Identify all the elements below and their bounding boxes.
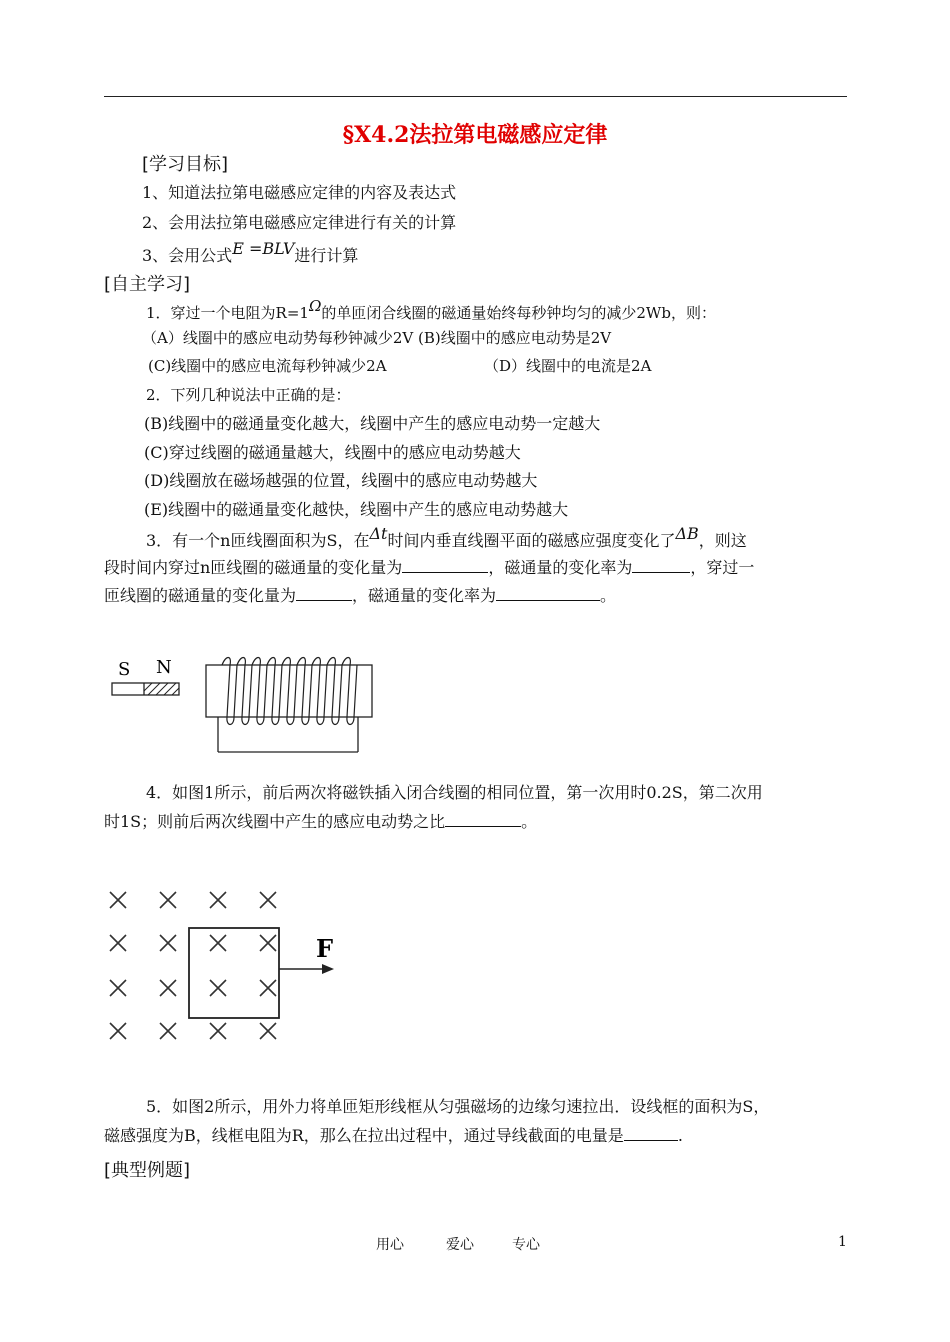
q1-stem-a: 1．穿过一个电阻为R=1 xyxy=(146,304,309,322)
q3-blank-1[interactable] xyxy=(402,558,488,573)
q1-options-ab: （A）线圈中的感应电动势每秒钟减少2V (B)线圈中的感应电动势是2V xyxy=(142,329,612,347)
q3-blank-4[interactable] xyxy=(496,586,600,601)
q2-option-e: (E)线圈中的磁通量变化越快，线圈中产生的感应电动势越大 xyxy=(144,500,569,519)
figure-1-magnet-coil xyxy=(100,645,390,760)
examples-heading: [典型例题] xyxy=(104,1160,191,1181)
page-number: 1 xyxy=(838,1234,847,1250)
q1-option-d: （D）线圈中的电流是2A xyxy=(484,357,652,375)
q1-option-c: (C)线圈中的感应电流每秒钟减少2A xyxy=(148,357,387,375)
footer-word-1: 用心 xyxy=(376,1237,404,1253)
goal-2: 2、会用法拉第电磁感应定律进行有关的计算 xyxy=(142,213,457,232)
header-rule xyxy=(104,96,847,97)
goal-3 xyxy=(142,239,359,266)
magnet-s-label: S xyxy=(118,659,131,680)
q2-option-d: (D)线圈放在磁场越强的位置，线圈中的感应电动势越大 xyxy=(144,471,538,490)
goals-heading: [学习目标] xyxy=(142,154,229,175)
omega-symbol: Ω xyxy=(308,297,322,315)
solenoid-coil xyxy=(206,658,372,753)
goal-3-suffix: 进行计算 xyxy=(294,246,359,265)
q5-blank[interactable] xyxy=(624,1126,678,1141)
q3-line-3: 匝线圈的磁通量的变化量为 ，磁通量的变化率为 。 xyxy=(104,586,617,605)
goal-1: 1、知道法拉第电磁感应定律的内容及表达式 xyxy=(142,183,457,202)
q2-option-b: (B)线圈中的磁通量变化越大，线圈中产生的感应电动势一定越大 xyxy=(144,414,601,433)
formula-e-blv: E =BLV xyxy=(232,239,295,258)
goal-3-prefix: 3、会用公式 xyxy=(142,246,233,265)
q3-line-1: 3．有一个n匝线圈面积为S，在Δt时间内垂直线圈平面的磁感应强度变化了ΔB，则这 xyxy=(146,524,747,550)
footer-word-3: 专心 xyxy=(512,1237,540,1253)
self-study-heading: [自主学习] xyxy=(104,274,191,295)
figure-2-magnetic-field xyxy=(100,880,350,1045)
q4-line-1: 4．如图1所示，前后两次将磁铁插入闭合线圈的相同位置，第一次用时0.2S，第二次用 xyxy=(146,783,763,802)
force-label: F xyxy=(316,934,334,963)
force-arrow-head xyxy=(322,964,334,974)
q1-stem xyxy=(146,297,716,323)
magnet-n-label: N xyxy=(156,657,172,678)
q5-line-2: 磁感强度为B，线框电阻为R，那么在拉出过程中，通过导线截面的电量是 . xyxy=(104,1126,683,1145)
q2-stem: 2．下列几种说法中正确的是： xyxy=(146,386,351,404)
q2-option-c: (C)穿过线圈的磁通量越大，线圈中的感应电动势越大 xyxy=(144,443,521,462)
q3-blank-2[interactable] xyxy=(632,558,690,573)
bar-magnet xyxy=(112,683,179,695)
field-crosses xyxy=(110,892,276,1039)
q4-blank[interactable] xyxy=(445,812,521,827)
q5-line-1: 5．如图2所示，用外力将单匝矩形线框从匀强磁场的边缘匀速拉出．设线框的面积为S， xyxy=(146,1097,770,1116)
q4-line-2: 时1S；则前后两次线圈中产生的感应电动势之比 。 xyxy=(104,812,538,831)
q3-blank-3[interactable] xyxy=(296,586,352,601)
q3-line-2: 段时间内穿过n匝线圈的磁通量的变化量为 ，磁通量的变化率为 ，穿过一 xyxy=(104,558,755,577)
delta-t: Δt xyxy=(369,524,388,543)
page-title: §X4.2法拉第电磁感应定律 xyxy=(342,122,608,148)
q1-stem-b: 的单匝闭合线圈的磁通量始终每秒钟均匀的减少2Wb，则： xyxy=(321,304,716,322)
footer-word-2: 爱心 xyxy=(446,1237,474,1253)
delta-b: ΔB xyxy=(675,524,699,543)
